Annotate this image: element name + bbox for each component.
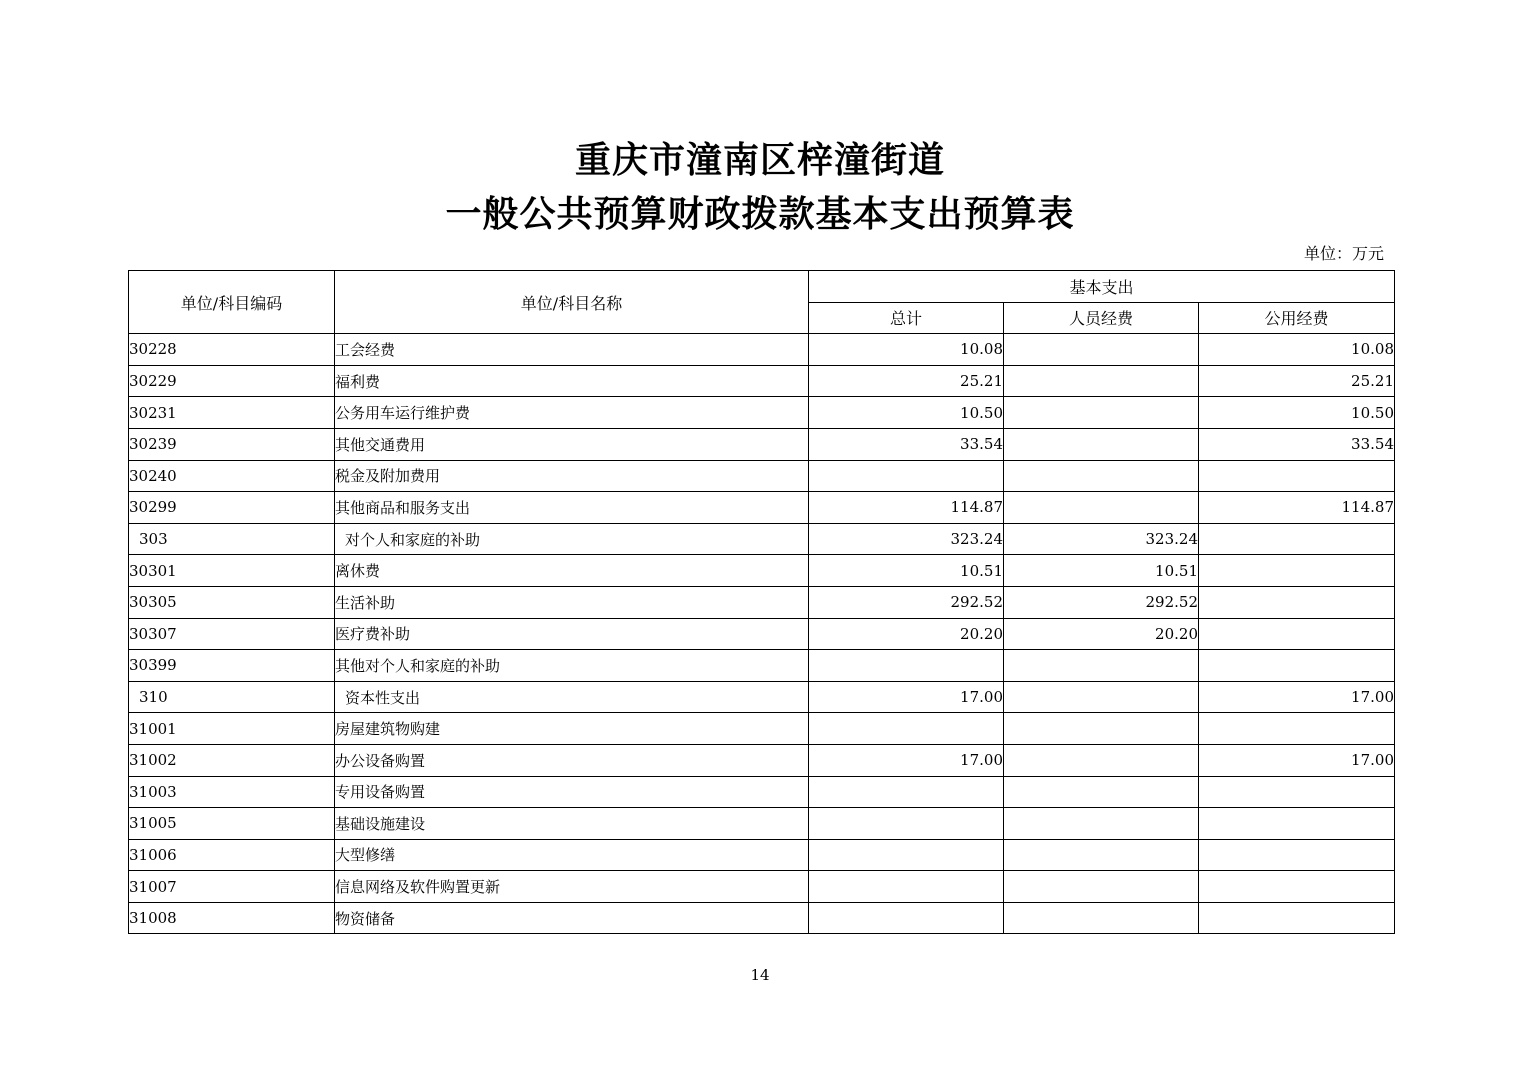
- row-total: [809, 650, 1004, 682]
- row-name: 税金及附加费用: [335, 460, 809, 492]
- row-total: 10.50: [809, 397, 1004, 429]
- page-number: 14: [750, 966, 770, 984]
- row-name: 基础设施建设: [335, 808, 809, 840]
- row-code: 31005: [129, 808, 335, 840]
- header-name: 单位/科目名称: [335, 271, 809, 334]
- row-code: 31008: [129, 902, 335, 934]
- table-row: [129, 428, 1395, 460]
- row-personnel: [1004, 713, 1199, 745]
- header-row-1: [129, 271, 1395, 303]
- row-name: 公务用车运行维护费: [335, 397, 809, 429]
- table-row: [129, 334, 1395, 366]
- row-public: [1199, 618, 1395, 650]
- row-code: 30240: [129, 460, 335, 492]
- row-public: 10.50: [1199, 397, 1395, 429]
- row-public: [1199, 902, 1395, 934]
- row-code: 30399: [129, 650, 335, 682]
- row-code: 30299: [129, 492, 335, 524]
- row-name: 信息网络及软件购置更新: [335, 871, 809, 903]
- row-code: 31003: [129, 776, 335, 808]
- row-public: [1199, 839, 1395, 871]
- row-total: 292.52: [809, 586, 1004, 618]
- row-code: 30228: [129, 334, 335, 366]
- row-name: 物资储备: [335, 902, 809, 934]
- row-name: 其他对个人和家庭的补助: [335, 650, 809, 682]
- row-public: 114.87: [1199, 492, 1395, 524]
- row-public: [1199, 523, 1395, 555]
- header-basic-expenditure: 基本支出: [809, 271, 1395, 303]
- row-public: 17.00: [1199, 744, 1395, 776]
- table-row: [129, 744, 1395, 776]
- row-total: [809, 776, 1004, 808]
- table-row: [129, 555, 1395, 587]
- row-name: 医疗费补助: [335, 618, 809, 650]
- row-personnel: [1004, 808, 1199, 840]
- row-public: 17.00: [1199, 681, 1395, 713]
- row-total: [809, 808, 1004, 840]
- table-row: [129, 776, 1395, 808]
- row-total: [809, 839, 1004, 871]
- row-name: 离休费: [335, 555, 809, 587]
- row-name: 专用设备购置: [335, 776, 809, 808]
- row-personnel: 10.51: [1004, 555, 1199, 587]
- row-code: 30305: [129, 586, 335, 618]
- row-name: 大型修缮: [335, 839, 809, 871]
- row-personnel: [1004, 365, 1199, 397]
- unit-label: 单位：万元: [1303, 244, 1384, 263]
- row-name: 生活补助: [335, 586, 809, 618]
- document-title-line2: 一般公共预算财政拨款基本支出预算表: [445, 193, 1075, 235]
- row-name: 对个人和家庭的补助: [335, 523, 809, 555]
- row-code: 31002: [129, 744, 335, 776]
- row-personnel: [1004, 428, 1199, 460]
- row-total: [809, 460, 1004, 492]
- row-personnel: [1004, 334, 1199, 366]
- budget-table: [128, 270, 1395, 934]
- row-personnel: [1004, 460, 1199, 492]
- table-row: [129, 902, 1395, 934]
- row-total: 323.24: [809, 523, 1004, 555]
- table-row: [129, 681, 1395, 713]
- row-total: 20.20: [809, 618, 1004, 650]
- row-code: 30307: [129, 618, 335, 650]
- row-public: 25.21: [1199, 365, 1395, 397]
- row-personnel: 292.52: [1004, 586, 1199, 618]
- row-name: 办公设备购置: [335, 744, 809, 776]
- row-total: 10.51: [809, 555, 1004, 587]
- table-row: [129, 871, 1395, 903]
- row-personnel: 20.20: [1004, 618, 1199, 650]
- row-name: 其他商品和服务支出: [335, 492, 809, 524]
- row-code: 310: [129, 681, 335, 713]
- row-personnel: [1004, 776, 1199, 808]
- row-total: 25.21: [809, 365, 1004, 397]
- row-personnel: [1004, 839, 1199, 871]
- row-public: 33.54: [1199, 428, 1395, 460]
- row-total: 17.00: [809, 681, 1004, 713]
- row-public: 10.08: [1199, 334, 1395, 366]
- row-code: 30239: [129, 428, 335, 460]
- row-public: [1199, 460, 1395, 492]
- row-name: 福利费: [335, 365, 809, 397]
- row-personnel: 323.24: [1004, 523, 1199, 555]
- row-code: 31001: [129, 713, 335, 745]
- table-row: [129, 650, 1395, 682]
- row-public: [1199, 713, 1395, 745]
- header-public: 公用经费: [1199, 302, 1395, 334]
- row-code: 31007: [129, 871, 335, 903]
- row-total: [809, 713, 1004, 745]
- row-personnel: [1004, 492, 1199, 524]
- row-code: 30231: [129, 397, 335, 429]
- table-row: [129, 460, 1395, 492]
- row-public: [1199, 586, 1395, 618]
- row-name: 资本性支出: [335, 681, 809, 713]
- row-name: 其他交通费用: [335, 428, 809, 460]
- table-row: [129, 839, 1395, 871]
- table-row: [129, 618, 1395, 650]
- row-personnel: [1004, 397, 1199, 429]
- header-code: 单位/科目编码: [129, 271, 335, 334]
- table-body: [129, 334, 1395, 934]
- table-row: [129, 713, 1395, 745]
- document-title-line1: 重庆市潼南区梓潼街道: [574, 139, 945, 181]
- row-code: 31006: [129, 839, 335, 871]
- row-personnel: [1004, 681, 1199, 713]
- row-code: 303: [129, 523, 335, 555]
- table-row: [129, 492, 1395, 524]
- row-total: [809, 871, 1004, 903]
- table-row: [129, 586, 1395, 618]
- row-total: 114.87: [809, 492, 1004, 524]
- row-name: 工会经费: [335, 334, 809, 366]
- table-row: [129, 397, 1395, 429]
- table-row: [129, 808, 1395, 840]
- row-code: 30301: [129, 555, 335, 587]
- row-personnel: [1004, 902, 1199, 934]
- row-personnel: [1004, 744, 1199, 776]
- table-row: [129, 523, 1395, 555]
- row-public: [1199, 776, 1395, 808]
- row-total: 10.08: [809, 334, 1004, 366]
- header-personnel: 人员经费: [1004, 302, 1199, 334]
- row-total: [809, 902, 1004, 934]
- row-public: [1199, 555, 1395, 587]
- row-code: 30229: [129, 365, 335, 397]
- header-total: 总计: [809, 302, 1004, 334]
- table-row: [129, 365, 1395, 397]
- row-public: [1199, 871, 1395, 903]
- row-name: 房屋建筑物购建: [335, 713, 809, 745]
- row-personnel: [1004, 871, 1199, 903]
- row-total: 17.00: [809, 744, 1004, 776]
- row-public: [1199, 808, 1395, 840]
- row-public: [1199, 650, 1395, 682]
- row-total: 33.54: [809, 428, 1004, 460]
- row-personnel: [1004, 650, 1199, 682]
- table-header: [129, 271, 1395, 334]
